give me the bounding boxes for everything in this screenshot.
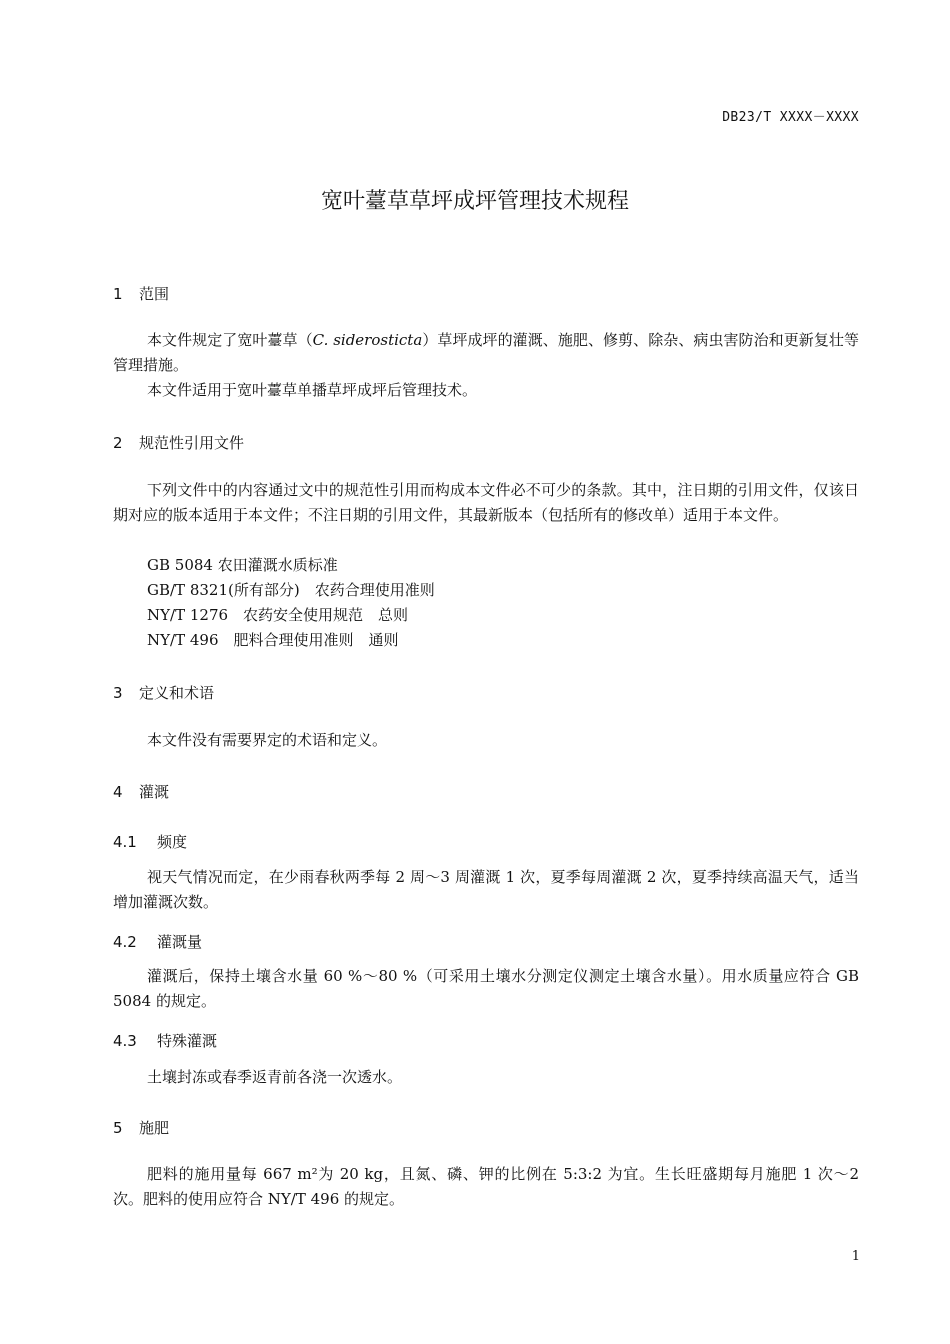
document-code: DB23/T XXXX－XXXX <box>722 110 859 125</box>
section-4-2-heading <box>113 931 202 952</box>
section-2-heading <box>113 432 244 453</box>
frequency-paragraph: 视天气情况而定，在少雨春秋两季每 2 周～3 周灌溉 1 次，夏季每周灌溉 2 次，夏季持续高温天气，适当增加灌溉次数。 <box>113 868 859 911</box>
page-number: 1 <box>851 1249 860 1264</box>
latin-name: C. siderosticta <box>312 331 423 349</box>
references-intro: 下列文件中的内容通过文中的规范性引用而构成本文件必不可少的条款。其中，注日期的引用文件，仅该日期对应的版本适用于本文件；不注日期的引用文件，其最新版本（包括所有的修改单）适用于本文件。 <box>113 481 859 524</box>
section-4-3-heading <box>113 1030 217 1051</box>
section-title: 规范性引用文件 <box>139 434 245 452</box>
reference-item: GB 5084 农田灌溉水质标准 <box>147 556 338 574</box>
section-title: 灌溉量 <box>157 933 203 951</box>
scope-paragraph-1 <box>113 328 859 378</box>
section-number: 3 <box>113 684 123 702</box>
section-title: 施肥 <box>139 1119 170 1137</box>
section-title: 频度 <box>157 833 188 851</box>
reference-item: GB/T 8321(所有部分) 农药合理使用准则 <box>147 581 435 599</box>
amount-paragraph: 灌溉后，保持土壤含水量 60 %～80 %（可采用土壤水分测定仪测定土壤含水量）。用水质量应符合 GB 5084 的规定。 <box>113 967 859 1010</box>
section-1-heading <box>113 283 169 304</box>
reference-item: NY/T 1276 农药安全使用规范 总则 <box>147 606 409 624</box>
fertilization-paragraph: 肥料的施用量每 667 m²为 20 kg，且氮、磷、钾的比例在 5:3:2 为宜。生长旺盛期每月施肥 1 次～2 次。肥料的使用应符合 NY/T 496 的规定。 <box>113 1165 859 1208</box>
document-title: 宽叶薹草草坪成坪管理技术规程 <box>320 189 629 214</box>
section-4-1-heading <box>113 831 187 852</box>
definitions-paragraph: 本文件没有需要界定的术语和定义。 <box>147 731 388 749</box>
section-number: 4 <box>113 783 123 801</box>
section-title: 灌溉 <box>139 783 170 801</box>
scope-text-a: 本文件规定了宽叶薹草（ <box>147 331 313 349</box>
section-title: 范围 <box>139 285 170 303</box>
reference-item: NY/T 496 肥料合理使用准则 通则 <box>147 631 399 649</box>
scope-paragraph-2: 本文件适用于宽叶薹草单播草坪成坪后管理技术。 <box>147 381 478 399</box>
section-number: 4.2 <box>113 933 137 951</box>
section-title: 特殊灌溉 <box>157 1032 218 1050</box>
special-irrigation-paragraph: 土壤封冻或春季返青前各浇一次透水。 <box>147 1068 403 1086</box>
section-number: 2 <box>113 434 123 452</box>
section-5-heading <box>113 1117 169 1138</box>
section-4-heading <box>113 781 169 802</box>
section-title: 定义和术语 <box>139 684 215 702</box>
section-3-heading <box>113 682 214 703</box>
scope-text-b: ）草坪成坪的灌溉、施肥、修剪、除杂、病虫害防治和更新复壮等管理措施。 <box>113 331 859 374</box>
section-number: 5 <box>113 1119 123 1137</box>
section-number: 4.3 <box>113 1032 137 1050</box>
section-number: 1 <box>113 285 123 303</box>
section-number: 4.1 <box>113 833 137 851</box>
